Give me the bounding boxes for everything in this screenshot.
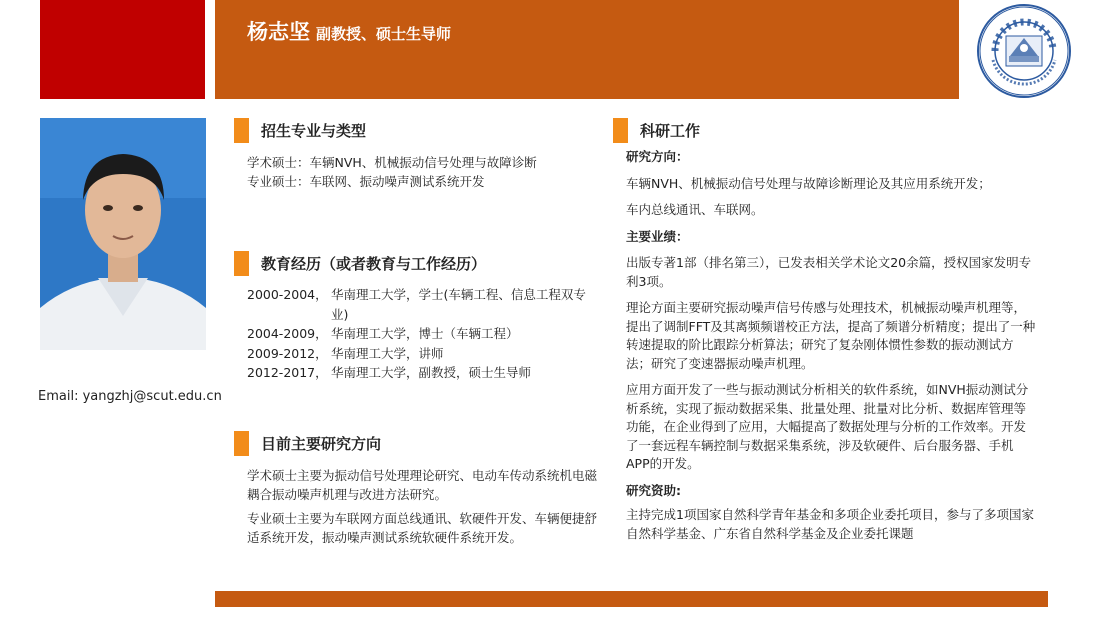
current-research-heading	[234, 431, 381, 456]
achievements-label: 主要业绩：	[626, 228, 689, 244]
header-bar	[215, 0, 959, 99]
education-heading	[234, 251, 486, 276]
research-direction-label: 研究方向：	[626, 149, 689, 164]
admission-list	[247, 153, 597, 191]
profile-photo	[40, 118, 206, 350]
header-red-block	[40, 0, 205, 99]
admission-heading-label: 招生专业与类型	[261, 122, 367, 140]
page-title	[247, 16, 451, 46]
education-years: 2012-2017，	[247, 365, 328, 380]
education-desc: 华南理工大学，博士（车辆工程）	[331, 326, 519, 341]
funding-paragraph: 主持完成1项国家自然科学青年基金和多项企业委托项目，参与了多项国家自然科学基金、广东省自然科学基金及企业委托课题	[626, 507, 1034, 541]
footer-bar	[215, 591, 1048, 607]
person-name: 杨志坚	[247, 20, 310, 44]
achievement-paragraph: 出版专著1部（排名第三），已发表相关学术论文20余篇，授权国家发明专利3项。	[626, 255, 1032, 289]
education-list	[247, 285, 603, 383]
education-years: 2000-2004，	[247, 287, 328, 302]
section-marker	[234, 251, 249, 276]
admission-line: 专业硕士：车联网、振动噪声测试系统开发	[247, 174, 485, 189]
education-desc: 华南理工大学，副教授，硕士生导师	[331, 365, 532, 380]
section-marker	[234, 118, 249, 143]
education-desc: 华南理工大学，讲师	[331, 345, 444, 361]
section-marker	[234, 431, 249, 456]
email-text: Email: yangzhj@scut.edu.cn	[38, 389, 222, 404]
education-row	[247, 363, 603, 383]
university-seal-icon	[977, 4, 1071, 98]
research-work-heading	[613, 118, 700, 143]
research-direction-line: 车辆NVH、机械振动信号处理与故障诊断理论及其应用系统开发；	[626, 175, 991, 191]
current-research-body	[247, 466, 603, 552]
current-research-heading-label: 目前主要研究方向	[261, 435, 382, 453]
admission-heading	[234, 118, 366, 143]
current-research-paragraph: 学术硕士主要为振动信号处理理论研究、电动车传动系统机电磁耦合振动噪声机理与改进方法研究。	[247, 468, 598, 502]
education-heading-label: 教育经历（或者教育与工作经历）	[261, 255, 487, 273]
education-row	[247, 324, 603, 344]
education-years: 2009-2012，	[247, 345, 328, 361]
current-research-paragraph: 专业硕士主要为车联网方面总线通讯、软硬件开发、车辆便捷舒适系统开发，振动噪声测试系统软硬件系统开发。	[247, 511, 598, 545]
education-row	[247, 285, 603, 324]
achievement-paragraph: 应用方面开发了一些与振动测试分析相关的软件系统，如NVH振动测试分析系统，实现了振动数据采集、批量处理、批量对比分析、数据库管理等功能，在企业得到了应用，大幅提高了数据处理与分析的工作效率。开发了一套远程车辆控制与数据采集系统，涉及软硬件、后台服务器、手机APP的开发。	[626, 382, 1029, 471]
education-row	[247, 344, 603, 364]
admission-line: 学术硕士：车辆NVH、机械振动信号处理与故障诊断	[247, 155, 537, 170]
education-desc: 华南理工大学，学士(车辆工程、信息工程双专业)	[331, 287, 586, 322]
person-title: 副教授、硕士生导师	[316, 25, 452, 43]
education-years: 2004-2009，	[247, 326, 328, 341]
section-marker	[613, 118, 628, 143]
achievement-paragraph: 理论方面主要研究振动噪声信号传感与处理技术，机械振动噪声机理等，提出了调制FFT及其离频频谱校正方法，提高了频谱分析精度；提出了一种转速提取的阶比跟踪分析算法；研究了复杂刚体惯性参数的振动测试方法；研究了变速器振动噪声机理。	[626, 300, 1036, 371]
research-work-body	[626, 148, 1036, 548]
research-work-heading-label: 科研工作	[640, 122, 701, 140]
research-direction-line: 车内总线通讯、车联网。	[626, 202, 764, 217]
funding-label: 研究资助:	[626, 482, 681, 498]
